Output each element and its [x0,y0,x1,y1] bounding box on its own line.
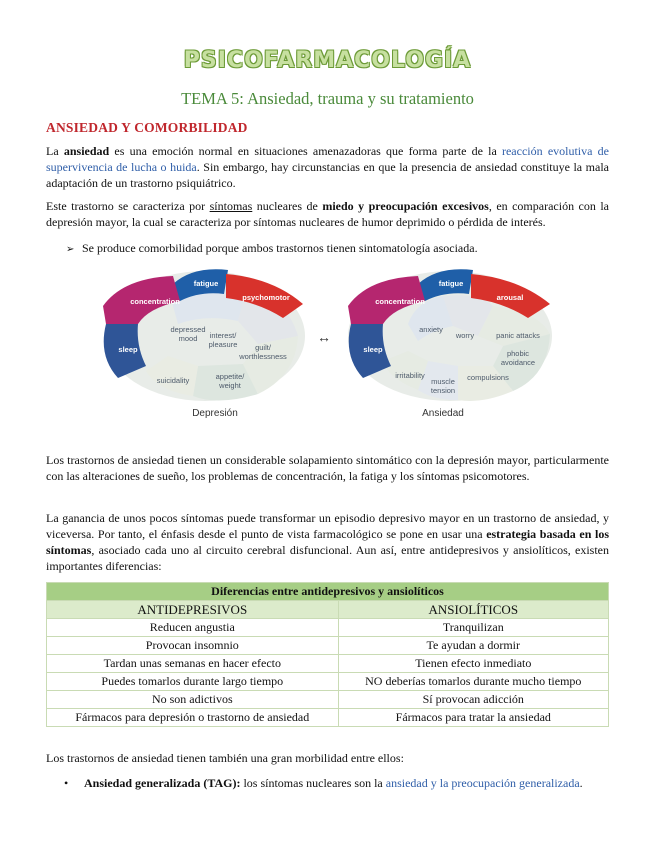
arrow-bullet-icon: ➢ [66,244,75,255]
table-cell: Tardan unas semanas en hacer efecto [47,655,339,673]
text-run: La [46,144,64,158]
label-weight: weight [219,381,241,390]
label-guilt: guilt/ [255,343,271,352]
column-header-ansioliticos: ANSIOLÍTICOS [338,601,608,619]
differences-table [46,582,609,727]
table-cell: NO deberías tomarlos durante mucho tiempo [338,673,608,691]
label-tension: tension [430,386,456,395]
label-panic-attacks: panic attacks [496,331,540,340]
text-run: . [579,776,583,790]
label-appetite: appetite/ [215,372,245,381]
bold-term: Ansiedad generalizada (TAG): [84,776,241,790]
table-cell: Sí provocan adicción [338,691,608,709]
label-muscle: muscle [431,377,455,386]
text-run: nucleares de [252,199,323,213]
text-run: La ganancia de unos pocos síntomas puede transformar un episodio depresivo mayor en un trastorno de ansiedad, y viceversa. Por tanto, el énfasis desde el punto de vista farmacológico se pone en usar una [46,511,609,541]
paragraph-symptom-strategy [46,510,609,574]
bullet-text: Se produce comorbilidad porque ambos trastornos tienen sintomatología asociada. [82,241,478,255]
label-concentration: concentration [375,297,425,306]
text-run: , en comparación con la depresión mayor, la cual se caracteriza por síntomas nucleares de humor deprimido o pérdida de interés. [46,199,609,229]
label-irritability: irritability [395,371,425,380]
paragraph-morbidity: Los trastornos de ansiedad tienen también una gran morbilidad entre ellos: [46,751,404,765]
table-cell: No son adictivos [47,691,339,709]
bold-term: miedo y preocupación excesivos [322,199,489,213]
bold-term: estrategia basada en los síntomas [46,527,609,557]
table-cell: Provocan insomnio [47,637,339,655]
table-caption: Diferencias entre antidepresivos y ansiolíticos [47,583,609,601]
table-row [47,637,609,655]
paragraph-anxiety-definition [46,143,609,191]
table-cell: Te ayudan a dormir [338,637,608,655]
anxiety-wheel [348,269,552,419]
text-run: , asociado cada uno al circuito cerebral disfuncional. Aun así, entre antidepresivos y ansiolíticos, existen importantes diferencias: [46,543,609,573]
label-worry: worry [455,331,475,340]
column-header-antidepresivos: ANTIDEPRESIVOS [47,601,339,619]
table-row [47,619,609,637]
label-sleep: sleep [363,345,383,354]
label-fatigue: fatigue [438,279,464,288]
label-mood: mood [178,334,198,343]
label-compulsions: compulsions [467,373,509,382]
table-header-row [47,601,609,619]
figure-label-depresion: Depresión [192,408,238,419]
label-psychomotor: psychomotor [242,293,290,302]
text-run: es una emoción normal en situaciones amenazadoras que forma parte de la [109,144,502,158]
label-phobic: phobic [506,349,530,358]
label-worthlessness: worthlessness [239,352,287,361]
label-depressed: depressed [170,325,206,334]
bullet-dot-icon: • [64,776,69,790]
label-anxiety: anxiety [419,325,443,334]
text-run: los síntomas nucleares son la [240,776,386,790]
table-row [47,673,609,691]
table-cell: Fármacos para depresión o trastorno de ansiedad [47,709,339,727]
comorbidity-figure [98,266,568,426]
table-cell: Reducen angustia [47,619,339,637]
text-run: Este trastorno se caracteriza por [46,199,210,213]
dot-bullet-tag [64,775,583,791]
depression-wheel [103,269,305,419]
arrow-bullet-comorbidity [66,240,478,258]
label-concentration: concentration [130,297,180,306]
double-arrow-icon: ↔ [317,329,331,345]
table-cell: Fármacos para tratar la ansiedad [338,709,608,727]
table-cell: Tranquilizan [338,619,608,637]
label-arousal: arousal [496,293,524,302]
figure-label-ansiedad: Ansiedad [422,408,464,419]
label-suicidality: suicidality [156,376,190,385]
bold-term: ansiedad [63,144,110,158]
highlight-term: ansiedad y la preocupación generalizada [385,776,580,790]
label-fatigue: fatigue [193,279,219,288]
table-cell: Puedes tomarlos durante largo tiempo [47,673,339,691]
document-subtitle: TEMA 5: Ansiedad, trauma y su tratamiento [181,89,474,108]
paragraph-overlap: Los trastornos de ansiedad tienen un considerable solapamiento sintomático con la depresión mayor, particularmente con las alteraciones de sueño, los problemas de concentración, la fatiga y los síntomas psicomotores. [46,453,609,483]
label-avoidance: avoidance [500,358,536,367]
document-title: PSICOFARMACOLOGÍA [183,48,472,73]
table-row [47,691,609,709]
text-run: . Sin embargo, hay circunstancias en que la presencia de ansiedad constituye la mala adaptación de un trastorno psiquiátrico. [46,160,609,190]
table-cell: Tienen efecto inmediato [338,655,608,673]
label-sleep: sleep [118,345,138,354]
label-pleasure: pleasure [208,340,238,349]
table-row [47,655,609,673]
underlined-term: síntomas [209,199,253,213]
table-caption-row [47,583,609,601]
label-interest: interest/ [209,331,237,340]
table-row [47,709,609,727]
section-heading: ANSIEDAD Y COMORBILIDAD [46,120,248,135]
highlight-term: reacción evolutiva de supervivencia de lucha o huida [46,144,609,174]
paragraph-core-symptoms [46,198,609,230]
